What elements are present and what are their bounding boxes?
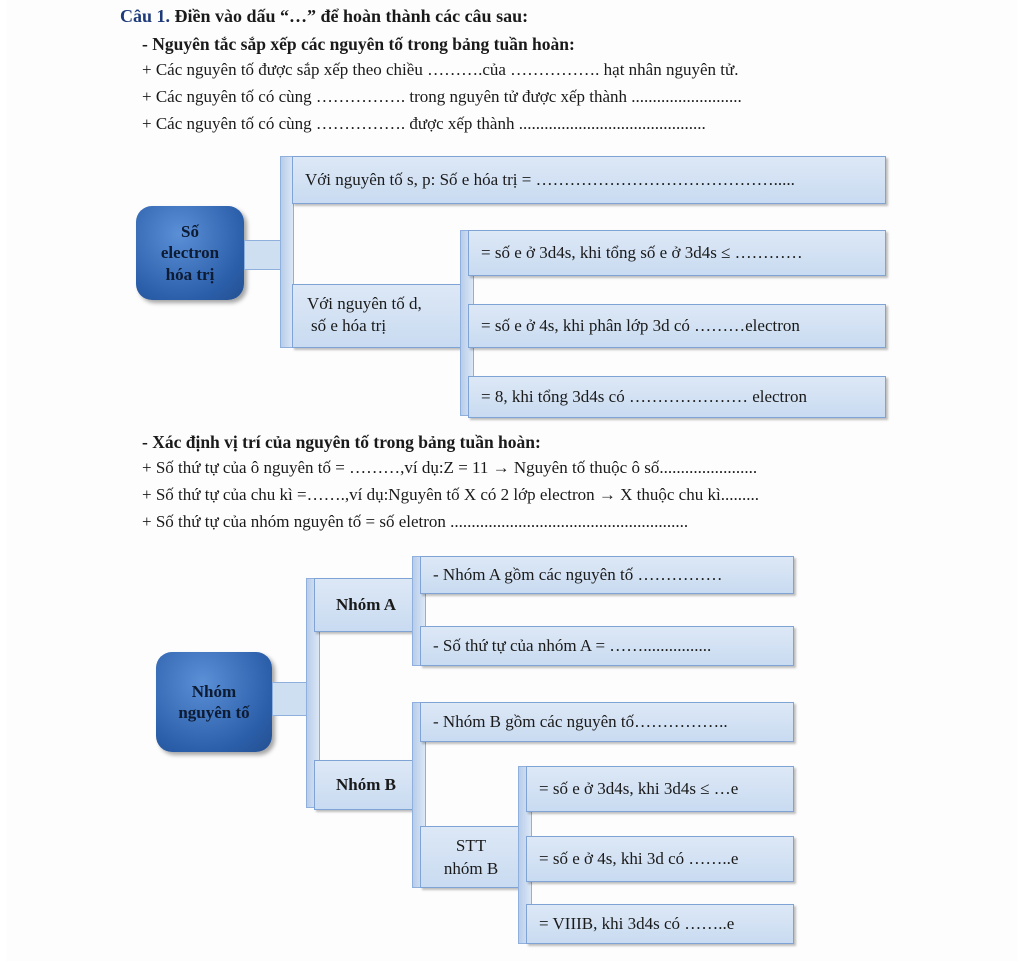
section2-line-3: + Số thứ tự của nhóm nguyên tố = số eletron ........................................................	[142, 512, 689, 531]
section1-line-1: + Các nguyên tố được sắp xếp theo chiều ……….của ……………. hạt nhân nguyên tử.	[142, 60, 739, 79]
group-a-item-box-2	[420, 626, 794, 666]
group-b-item-box	[420, 702, 794, 742]
stt-rule-text-2: = số e ở 4s, khi 3d có ……..e	[539, 849, 739, 868]
worksheet-page	[6, 0, 1018, 961]
stt-line-1: STT	[455, 836, 487, 855]
d-valence-line-2: số e hóa trị	[311, 316, 387, 336]
root2-connector	[272, 682, 308, 716]
stt-rule-box-3	[526, 904, 794, 944]
element-group-root	[156, 652, 272, 752]
d-rule-box-1	[468, 230, 886, 276]
section1-line-3: + Các nguyên tố có cùng ……………. được xếp thành ............................................	[142, 114, 706, 133]
stt-rule-box-2	[526, 836, 794, 882]
group-a-box	[314, 578, 418, 632]
root1-line-3: hóa trị	[165, 264, 215, 284]
question-instruction: Điền vào dấu “…” để hoàn thành các câu sau:	[174, 6, 529, 26]
d-valence-line-1: Với nguyên tố d,	[307, 294, 422, 313]
section1-line-2: + Các nguyên tố có cùng ……………. trong nguyên tử được xếp thành ..........................	[142, 87, 742, 106]
group-a-item-text-1: - Nhóm A gồm các nguyên tố ……………	[433, 565, 723, 584]
stt-rule-box-1	[526, 766, 794, 812]
group-b-box	[314, 760, 418, 810]
group-a-item-box-1	[420, 556, 794, 594]
d-rule-box-2	[468, 304, 886, 348]
sp-valence-box	[292, 156, 886, 204]
root2-line-2: nguyên tố	[178, 703, 250, 722]
group-a-item-text-2: - Số thứ tự của nhóm A = ……................	[433, 636, 712, 655]
valence-electron-root	[136, 206, 244, 300]
stt-group-b-box	[420, 826, 522, 888]
group-b-label: Nhóm B	[336, 775, 396, 794]
root1-connector	[244, 240, 282, 270]
d-rule-text-2: = số e ở 4s, khi phân lớp 3d có ………electron	[481, 316, 800, 335]
root1-line-2: electron	[160, 243, 220, 263]
group-a-label: Nhóm A	[336, 595, 396, 614]
section2-line-1: + Số thứ tự của ô nguyên tố = ………,ví dụ:Z = 11 → Nguyên tố thuộc ô số.......................	[142, 458, 758, 477]
sp-valence-text: Với nguyên tố s, p: Số e hóa trị = …………………………………….....	[305, 170, 795, 189]
d-rule-text-1: = số e ở 3d4s, khi tổng số e ở 3d4s ≤ …………	[481, 243, 803, 262]
d-valence-box	[292, 284, 466, 348]
root2-line-1: Nhóm	[191, 681, 237, 701]
d-rule-text-3: = 8, khi tổng 3d4s có ………………… electron	[481, 387, 807, 406]
d-rule-box-3	[468, 376, 886, 418]
stt-rule-text-1: = số e ở 3d4s, khi 3d4s ≤ …e	[539, 779, 739, 798]
question-label: Câu 1.	[120, 6, 171, 26]
group-b-item-text: - Nhóm B gồm các nguyên tố……………..	[433, 712, 728, 731]
question-title	[120, 6, 528, 27]
section2-line-2: + Số thứ tự của chu kì =…….,ví dụ:Nguyên tố X có 2 lớp electron → X thuộc chu kì.........	[142, 485, 759, 504]
section1-heading: - Nguyên tắc sắp xếp các nguyên tố trong bảng tuần hoàn:	[142, 34, 575, 54]
section2-heading: - Xác định vị trí của nguyên tố trong bảng tuần hoàn:	[142, 432, 541, 452]
root1-line-1: Số	[181, 222, 199, 242]
stt-rule-text-3: = VIIIB, khi 3d4s có ……..e	[539, 914, 735, 933]
stt-line-2: nhóm B	[443, 858, 499, 878]
